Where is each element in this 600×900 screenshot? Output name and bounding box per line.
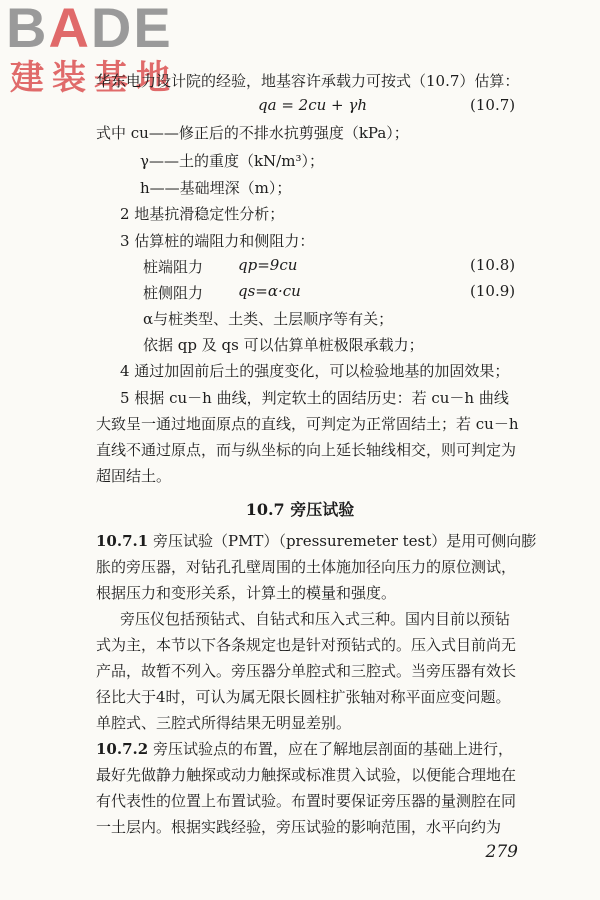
- clause-number: 10.7.1: [96, 532, 149, 550]
- clause-number: 10.7.2: [96, 740, 149, 758]
- clause-line: [96, 738, 513, 760]
- logo-word: [6, 0, 173, 59]
- text-line: 桩端阻力: [143, 258, 204, 276]
- text-line: 桩侧阻力: [143, 284, 204, 302]
- text-line: 4 通过加固前后土的强度变化，可以检验地基的加固效果；: [120, 362, 510, 380]
- text-line: 式为主，本节以下各条规定也是针对预钻式的。压入式目前尚无: [96, 636, 517, 654]
- text-line: 胀的旁压器，对钻孔孔壁周围的土体施加径向压力的原位测试，: [96, 558, 517, 576]
- text-line: 一土层内。根据实践经验，旁压试验的影响范围，水平向约为: [96, 818, 502, 836]
- text-line: 旁压仪包括预钻式、自钻式和压入式三种。国内目前以预钻: [120, 610, 511, 628]
- equation-number: (10.7): [470, 96, 516, 114]
- formula-10-9: qs=α·cu: [238, 282, 301, 300]
- text-line: 大致呈一通过地面原点的直线，可判定为正常固结土；若 cu－h: [96, 415, 519, 433]
- text-line: 根据压力和变形关系，计算土的模量和强度。: [96, 584, 397, 602]
- text-line: h——基础埋深（m）；: [140, 179, 292, 197]
- text-line: 5 根据 cu－h 曲线，判定软土的固结历史：若 cu－h 曲线: [120, 389, 509, 407]
- text-line: 单腔式、三腔式所得结果无明显差别。: [96, 714, 352, 732]
- text-line: 2 地基抗滑稳定性分析；: [120, 205, 285, 223]
- equation-number: (10.8): [470, 256, 516, 274]
- logo-letter: B: [6, 0, 49, 59]
- formula-10-7: qa = 2cu + γh: [258, 96, 367, 114]
- section-heading: 10.7 旁压试验: [245, 500, 355, 519]
- logo-letter-accent: A: [48, 0, 91, 59]
- logo-subtitle: 建装基地: [10, 58, 178, 98]
- page-number: 279: [485, 842, 518, 862]
- text-line: α与桩类型、土类、土层顺序等有关；: [143, 310, 394, 328]
- formula-10-8: qp=9cu: [238, 256, 298, 274]
- clause-text: 旁压试验（PMT）（pressuremeter test）是用可侧向膨: [152, 532, 537, 550]
- text-line: 3 估算桩的端阻力和侧阻力：: [120, 232, 315, 250]
- text-line: 径比大于4时，可认为属无限长圆柱扩张轴对称平面应变问题。: [96, 688, 511, 706]
- text-line: 有代表性的位置上布置试验。布置时要保证旁压器的量测腔在同: [96, 792, 517, 810]
- logo-letter: DE: [90, 0, 173, 59]
- text-line: 华东电力设计院的经验，地基容许承载力可按式（10.7）估算：: [96, 72, 520, 90]
- text-line: 式中 cu——修正后的不排水抗剪强度（kPa）；: [96, 124, 409, 142]
- clause-text: 旁压试验点的布置，应在了解地层剖面的基础上进行，: [152, 740, 513, 758]
- text-line: 最好先做静力触探或动力触探或标准贯入试验，以便能合理地在: [96, 766, 517, 784]
- equation-number: (10.9): [470, 282, 516, 300]
- text-line: 超固结土。: [96, 467, 172, 485]
- text-line: γ——土的重度（kN/m³）；: [140, 152, 324, 170]
- text-line: 依据 qp 及 qs 可以估算单桩极限承载力；: [143, 336, 424, 354]
- text-line: 产品，故暂不列入。旁压器分单腔式和三腔式。当旁压器有效长: [96, 662, 517, 680]
- clause-line: [96, 530, 536, 552]
- text-line: 直线不通过原点，而与纵坐标的向上延长轴线相交，则可判定为: [96, 441, 517, 459]
